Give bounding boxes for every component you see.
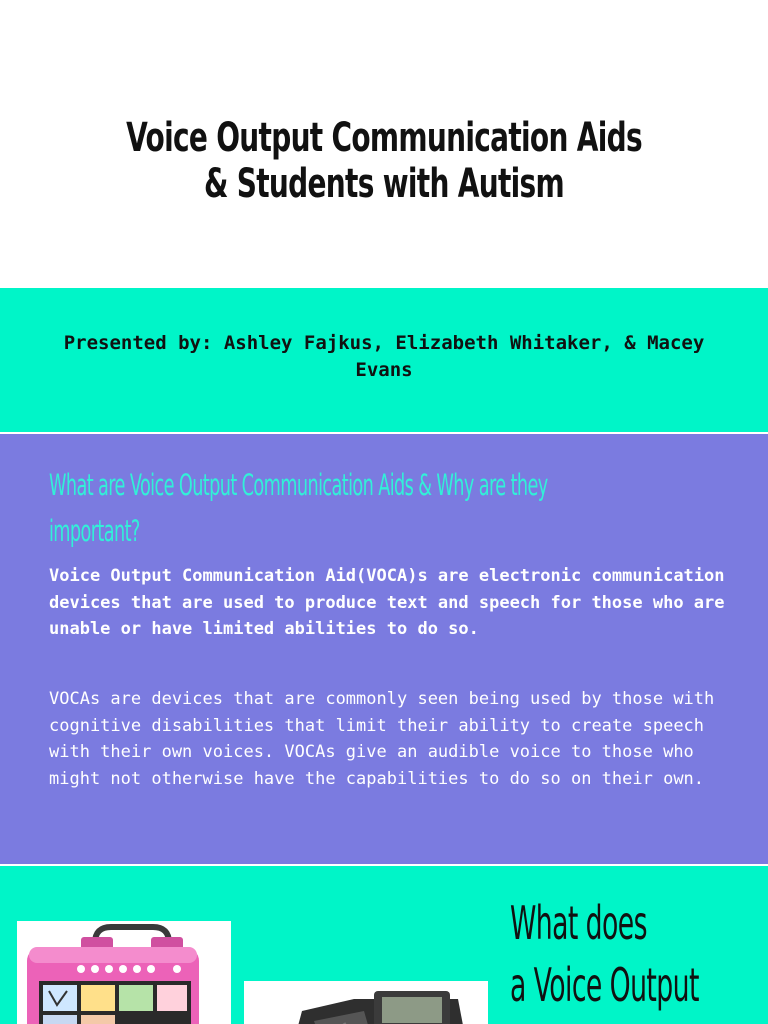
what-are-vocas-heading	[49, 462, 635, 554]
what-are-vocas-slide	[0, 434, 768, 864]
pink-tablet-icon	[17, 921, 231, 1024]
handheld-device-icon	[244, 981, 488, 1024]
title-slide	[0, 0, 768, 288]
voca-usage-paragraph: VOCAs are devices that are commonly seen being used by those with cognitive disabilities that limit their ability to create speech with their own voices. VOCAs give an audible voice to those who might not otherwise have the capabilities to do so on their own.	[49, 689, 715, 789]
what-does-voca-heading	[510, 892, 742, 1016]
presenters-text: Presented by: Ashley Fajkus, Elizabeth Whitaker, & Macey Evans	[63, 332, 705, 381]
device-slide	[0, 866, 768, 1024]
what-heading-text: What are Voice Output Communication Aids & Why are they important?	[49, 468, 548, 548]
pink-voca-device-image	[17, 921, 231, 1024]
black-voca-device-image	[244, 981, 488, 1024]
device-heading-line-1: What does	[510, 896, 647, 950]
title-line-2: & Students with Autism	[204, 160, 564, 207]
presentation-title	[115, 115, 653, 207]
title-line-1: Voice Output Communication Aids	[126, 114, 642, 161]
voca-definition-paragraph: Voice Output Communication Aid(VOCA)s are electronic communication devices that are used to produce text and speech for those who are unable or have limited abilities to do so.	[49, 566, 725, 639]
device-heading-line-2: a Voice Output	[510, 958, 699, 1012]
presenters-slide	[0, 288, 768, 432]
